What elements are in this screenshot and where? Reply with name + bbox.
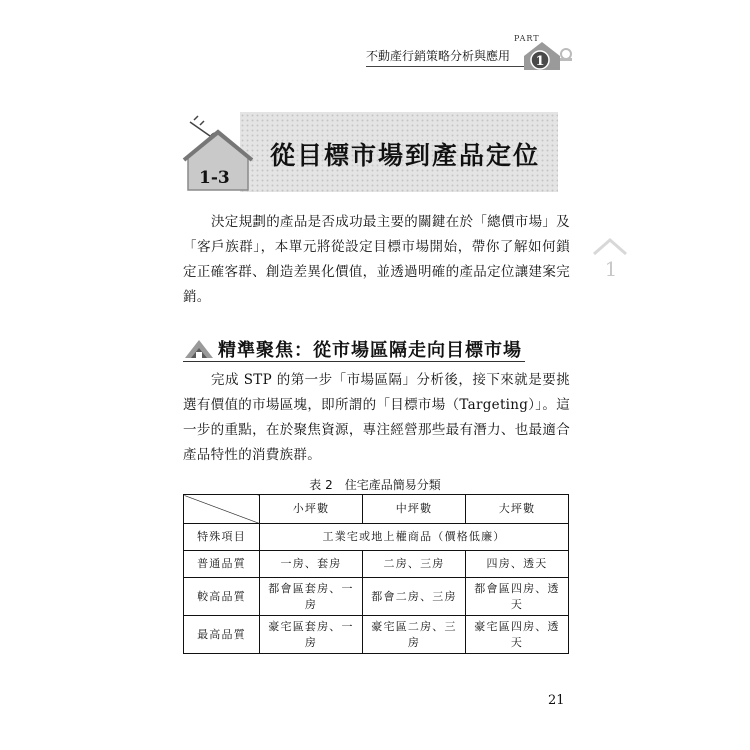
subsection-paragraph: 完成 STP 的第一步「市場區隔」分析後，接下來就是要挑選有價值的市場區塊，即所謂的「目標市場（Targeting）」。這一步的重點，在於聚焦資源，專注經營那些最有潛力、也最適合產品特性的消費族群。 [183, 372, 570, 463]
table-cell: 都會區四房、透天 [466, 578, 569, 616]
table-cell: 工業宅或地上權商品（價格低廉） [260, 524, 569, 551]
row-label: 特殊項目 [184, 524, 260, 551]
table-corner-cell [184, 495, 260, 524]
row-label: 最高品質 [184, 616, 260, 654]
table-header-row [184, 495, 569, 524]
table-cell: 豪宅區二房、三房 [363, 616, 466, 654]
table-row [184, 578, 569, 616]
column-header: 中坪數 [363, 495, 466, 524]
column-header: 小坪數 [260, 495, 363, 524]
table-row [184, 524, 569, 551]
table-cell: 一房、套房 [260, 551, 363, 578]
intro-paragraph: 決定規劃的產品是否成功最主要的關鍵在於「總價市場」及「客戶族群」，本單元將從設定目標市場開始，帶你了解如何鎖定正確客群、創造差異化價值，並透過明確的產品定位讓建案完銷。 [183, 214, 570, 305]
row-label: 普通品質 [184, 551, 260, 578]
column-header: 大坪數 [466, 495, 569, 524]
part-label: PART [514, 34, 540, 43]
section-number: 1-3 [199, 168, 230, 188]
table-row [184, 551, 569, 578]
row-label: 較高品質 [184, 578, 260, 616]
section-title: 從目標市場到產品定位 [270, 141, 541, 170]
subsection-house-icon [183, 336, 215, 360]
table-cell: 豪宅區套房、一房 [260, 616, 363, 654]
table-cell: 二房、三房 [363, 551, 466, 578]
table-cell: 四房、透天 [466, 551, 569, 578]
part-number: 1 [535, 54, 545, 69]
chapter-tab-number: 1 [604, 257, 618, 281]
table-cell: 都會二房、三房 [363, 578, 466, 616]
book-title: 不動產行銷策略分析與應用 [366, 49, 511, 63]
table-cell: 豪宅區四房、透天 [466, 616, 569, 654]
header-rule [366, 66, 526, 67]
subsection-underline [183, 361, 525, 362]
table-cell: 都會區套房、一房 [260, 578, 363, 616]
table-row [184, 616, 569, 654]
page-number: 21 [548, 693, 565, 708]
chapter-tab-icon [590, 232, 630, 282]
table-caption: 表 2 住宅產品簡易分類 [309, 478, 441, 492]
part-badge-icon [518, 36, 574, 72]
subsection-title: 精準聚焦：從市場區隔走向目標市場 [218, 340, 522, 361]
product-classification-table [183, 494, 569, 654]
